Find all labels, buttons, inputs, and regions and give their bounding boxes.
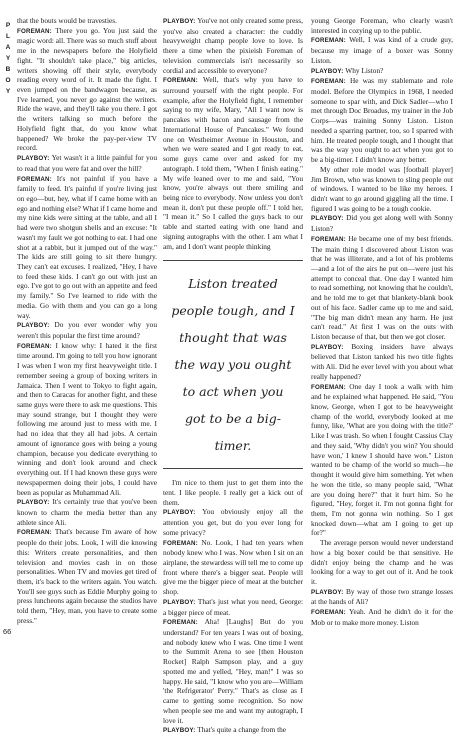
- speaker-label: PLAYBOY:: [17, 322, 50, 330]
- article-paragraph: [311, 587, 453, 607]
- paragraph-text: The average person would never understand how a big boxer could be that sensitive. He didn't enjoy being the champ and he was looking for a way to get out of it. And he took it.: [311, 538, 453, 586]
- speaker-label: FOREMAN:: [17, 27, 52, 35]
- paragraph-text: Yet wasn't it a little painful for you to read that you were fat and over the hill?: [17, 153, 157, 173]
- paragraph-text: young George Foreman, who clearly wasn't interested in cozying up to the public.: [311, 16, 453, 35]
- article-paragraph: [311, 234, 453, 342]
- paragraph-text: Do you ever wonder why you weren't this popular the first time around?: [17, 320, 157, 340]
- title-letter: P: [5, 22, 11, 29]
- paragraph-text: He was my stablemate and role model. Before the Olympics in 1968, I needed someone to spar with, and Dick Sadler—who I met through Doc Broadus, my trainer in the Job Corps—was training Sonny Liston. Liston needed a sparring partner, too, so I sparred with him. He treated people tough, and I thought that was the way you ought to act when you got to be a big-timer. I didn't know any better.: [311, 76, 453, 165]
- article-paragraph: [163, 725, 303, 736]
- speaker-label: FOREMAN:: [17, 529, 52, 537]
- article-paragraph: [163, 478, 303, 507]
- paragraph-text: He became one of my best friends. The main thing I discovered about Liston was that he was illiterate, and a lot of his problems—and a lot of the airs he put on—were just his attempt to conceal that. One day I wanted him to read something, not knowing that he couldn't, and he told me to get that blankety-blank book out of his face. Sadler came up to me and said, "The big man didn't mean any harm. He just can't read." At first I was on the outs with Liston because of that, but then we got closer.: [311, 233, 453, 341]
- article-paragraph: [311, 213, 453, 233]
- title-letter: Y: [5, 55, 11, 62]
- speaker-label: PLAYBOY:: [17, 499, 50, 507]
- article-paragraph: [311, 35, 453, 65]
- speaker-label: FOREMAN:: [163, 77, 198, 85]
- speaker-label: FOREMAN:: [163, 619, 198, 627]
- speaker-label: FOREMAN:: [311, 37, 346, 45]
- speaker-label: PLAYBOY:: [163, 509, 196, 517]
- speaker-label: FOREMAN:: [311, 235, 346, 243]
- article-paragraph: [311, 382, 453, 539]
- article-paragraph: [17, 26, 157, 153]
- article-paragraph: [17, 16, 157, 26]
- speaker-label: PLAYBOY:: [163, 598, 196, 606]
- paragraph-text: It's certainly true that you've been known to charm the media better than any athlete since Ali.: [17, 497, 157, 527]
- article-paragraph: [311, 66, 453, 77]
- title-letter: A: [5, 44, 11, 51]
- article-paragraph: [163, 75, 303, 251]
- pull-quote: Liston treated people tough, and I thought that was the way you ought to act when you got to be a big-timer.: [163, 260, 303, 469]
- article-paragraph: [163, 538, 303, 597]
- paragraph-text: that the bouts would be travesties.: [17, 16, 117, 25]
- article-paragraph: [311, 165, 453, 214]
- article-column-1: [17, 16, 157, 626]
- article-paragraph: [311, 76, 453, 164]
- paragraph-text: Aha! [Laughs] But do you understand? For ten years I was out of boxing, and nobody knew who I was. One time I went to the Summit Arena to see [then Houston Rocket] Ralph Sampson play, and a guy spotted me and yelled, "Hey, man!" I was so happy. He said, "I know who you are—William 'the Refrigerator' Perry." That's as close as I came to getting some recognition. So now when people see me and want my autograph, I love it.: [163, 617, 303, 725]
- speaker-label: PLAYBOY:: [311, 343, 344, 351]
- speaker-label: PLAYBOY:: [163, 727, 196, 735]
- paragraph-text: By way of those two strange losses at the hands of Ali?: [311, 586, 453, 607]
- article-paragraph: [17, 341, 157, 498]
- speaker-label: FOREMAN:: [311, 78, 346, 86]
- page-number: 66: [3, 627, 12, 636]
- article-paragraph: [17, 527, 157, 625]
- article-paragraph: [17, 174, 157, 321]
- speaker-label: PLAYBOY:: [163, 18, 196, 25]
- paragraph-text: That's because I'm aware of how people do their jobs. Look, I will die knowing this: Writers create personalities, and then television and movies cash in on those personalities. When TV and movies get tired of them, it's back to the writers again. You watch. You'll see guys such as Eddie Murphy going to press luncheons again because the studios have told them, "Hey, man, you have to create some press.": [17, 527, 157, 625]
- paragraph-text: My other role model was [football player] Jim Brown, who was known to sling people out of windows. I wanted to be like my heroes. I didn't want to go around giggling all the time. I figured I was going to be a tough cookie.: [311, 164, 453, 213]
- paragraph-text: No. Look, I had ten years when nobody knew who I was. Now when I sit on an airplane, the stewardess will tell me to come up front where there's a bigger seat. People will give me the bigger piece of meat at the butcher shop.: [163, 537, 303, 597]
- article-paragraph: [17, 153, 157, 173]
- article-paragraph: [311, 342, 453, 382]
- article-paragraph: [311, 607, 453, 627]
- speaker-label: PLAYBOY:: [17, 155, 50, 163]
- speaker-label: FOREMAN:: [311, 383, 346, 391]
- title-letter: O: [5, 77, 11, 84]
- article-paragraph: [163, 617, 303, 725]
- magazine-title: [3, 20, 13, 97]
- article-paragraph: [163, 597, 303, 617]
- paragraph-text: Why Liston?: [345, 65, 384, 75]
- article-paragraph: [311, 16, 453, 35]
- paragraph-text: Yeah. And he didn't do it for the Mob or to make more money. Liston: [311, 607, 453, 627]
- article-paragraph: [163, 16, 303, 75]
- paragraph-text: Well, I was kind of a crude guy, because my image of a boxer was Sonny Liston.: [311, 35, 453, 65]
- paragraph-text: It's not painful if you have a family to feed. It's painful if you're living just on ego—but, hey, what if I came home with an ego and nothing else? What if I came home and my nine kids were sitting at the table, and all I had were two shotgun shells and an excuse: "It wasn't my fault we got nothing to eat. I had one shot at a rabbit, but it jumped out of the way." The kids are still going to sit there hungry. They can't eat excuses. I realized, "Hey, I have to feed these kids. I can't go out with just an ego. I've got to go out with an appetite and feed my family." So I've learned to ride with the media. Go with them and you can go a long way.: [17, 173, 157, 320]
- paragraph-text: Did you get along well with Sonny Liston?: [311, 213, 453, 234]
- title-letter: L: [6, 33, 10, 40]
- paragraph-text: You've not only created some press, you've also created a character: the cuddly heavyweight champ people love to love. Is there a time when the pixieish Foreman of television commercials isn't necessarily so cordial and accessible to everyone?: [163, 16, 303, 75]
- paragraph-text: That's quite a change from the: [197, 725, 287, 735]
- speaker-label: FOREMAN:: [163, 539, 198, 547]
- speaker-label: PLAYBOY:: [311, 215, 344, 223]
- paragraph-text: I know why: I hated it the first time around. I'm going to tell you how ignorant I was when I won my first heavyweight title. I remember seeing a group of boxing writers in Jamaica. Then I went to Tokyo to fight again, and then to Caracas for another fight, and these same guys were there to ask me questions. This may sound strange, but I thought they were following me around just to mess with me. I had no idea that they all had jobs. A certain amount of ignorance goes with being a young champion, because you dedicate everything to winning and don't look around and check everything out. If I had known these guys were newspapermen doing their jobs, I could have been as popular as Muhammad Ali.: [17, 340, 157, 497]
- article-paragraph: [311, 538, 453, 587]
- paragraph-text: I'm nice to them just to get them into the tent. I like people. I really get a kick out of them.: [163, 478, 303, 507]
- paragraph-text: That's just what you need, George: a bigger piece of meat.: [163, 596, 303, 617]
- article-paragraph: [17, 320, 157, 340]
- speaker-label: PLAYBOY:: [311, 67, 344, 75]
- article-paragraph: [17, 497, 157, 527]
- speaker-label: FOREMAN:: [17, 342, 52, 350]
- speaker-label: PLAYBOY:: [311, 588, 344, 596]
- speaker-label: FOREMAN:: [17, 175, 52, 183]
- paragraph-text: There you go. You just said the magic word: all. There was so much stuff about me in the newspapers before the Holyfield fight. "It shouldn't take place," big articles, writers showing off their style, everybody reading every word of it. It made the fight. I even jumped on the bandwagon because, as I've learned, you never go against the writers. Ride the wave, and they'll take you there. I got the writers talking so much before the Holyfield fight that, do you know what happened? We broke the pay-per-view TV record.: [17, 25, 157, 153]
- paragraph-text: You obviously enjoy all the attention you get, but do you ever long for some privacy?: [163, 507, 303, 537]
- speaker-label: FOREMAN:: [311, 609, 346, 617]
- article-column-2: [163, 16, 303, 736]
- paragraph-text: One day I took a walk with him and he explained what happened. He said, "You know, George, when I got to be heavyweight champ of the world, everybody looked at me funny, like, 'What are you doing with the title?' Like I was trash. So when I fought Cassius Clay and they said, 'Why didn't you win? You should have won,' I knew I should have won." Liston wanted to be champ of the world so much—he thought it would give him something. Yet when he won the title, so many people said, "What are you doing here?" that it hurt him. So he figured, "Hey, forget it. I'm not gonna fight for them, I'm not gonna win nothing. So I get knocked down—what am I going to get up for?": [311, 381, 453, 538]
- article-paragraph: [163, 507, 303, 537]
- paragraph-text: Boxing insiders have always believed that Liston tanked his two title fights with Ali. Did he ever level with you about what really happened?: [311, 341, 453, 381]
- article-column-3: [311, 16, 453, 628]
- title-letter: Y: [5, 88, 11, 95]
- title-letter: B: [5, 66, 11, 73]
- paragraph-text: Well, that's why you have to surround yourself with the right people. For example, after the Holyfield fight, I remember saying to my wife, Mary, "All I want now is pancakes with bacon and sausage from the International House of Pancakes." We found one on Westheimer Avenue in Houston, and when we were seated and I got ready to eat, some guys came over and asked for my autograph. I told them, "When I finish eating." My wife leaned over to me and said, "You know, you're always out there smiling and being nice to everybody. Now unless you don't mean it, don't put these people off." I told her, "I mean it." So I called the guys back to our table and started eating with one hand and signing autographs with the other. I am what I am, and I don't want people thinking: [163, 75, 303, 251]
